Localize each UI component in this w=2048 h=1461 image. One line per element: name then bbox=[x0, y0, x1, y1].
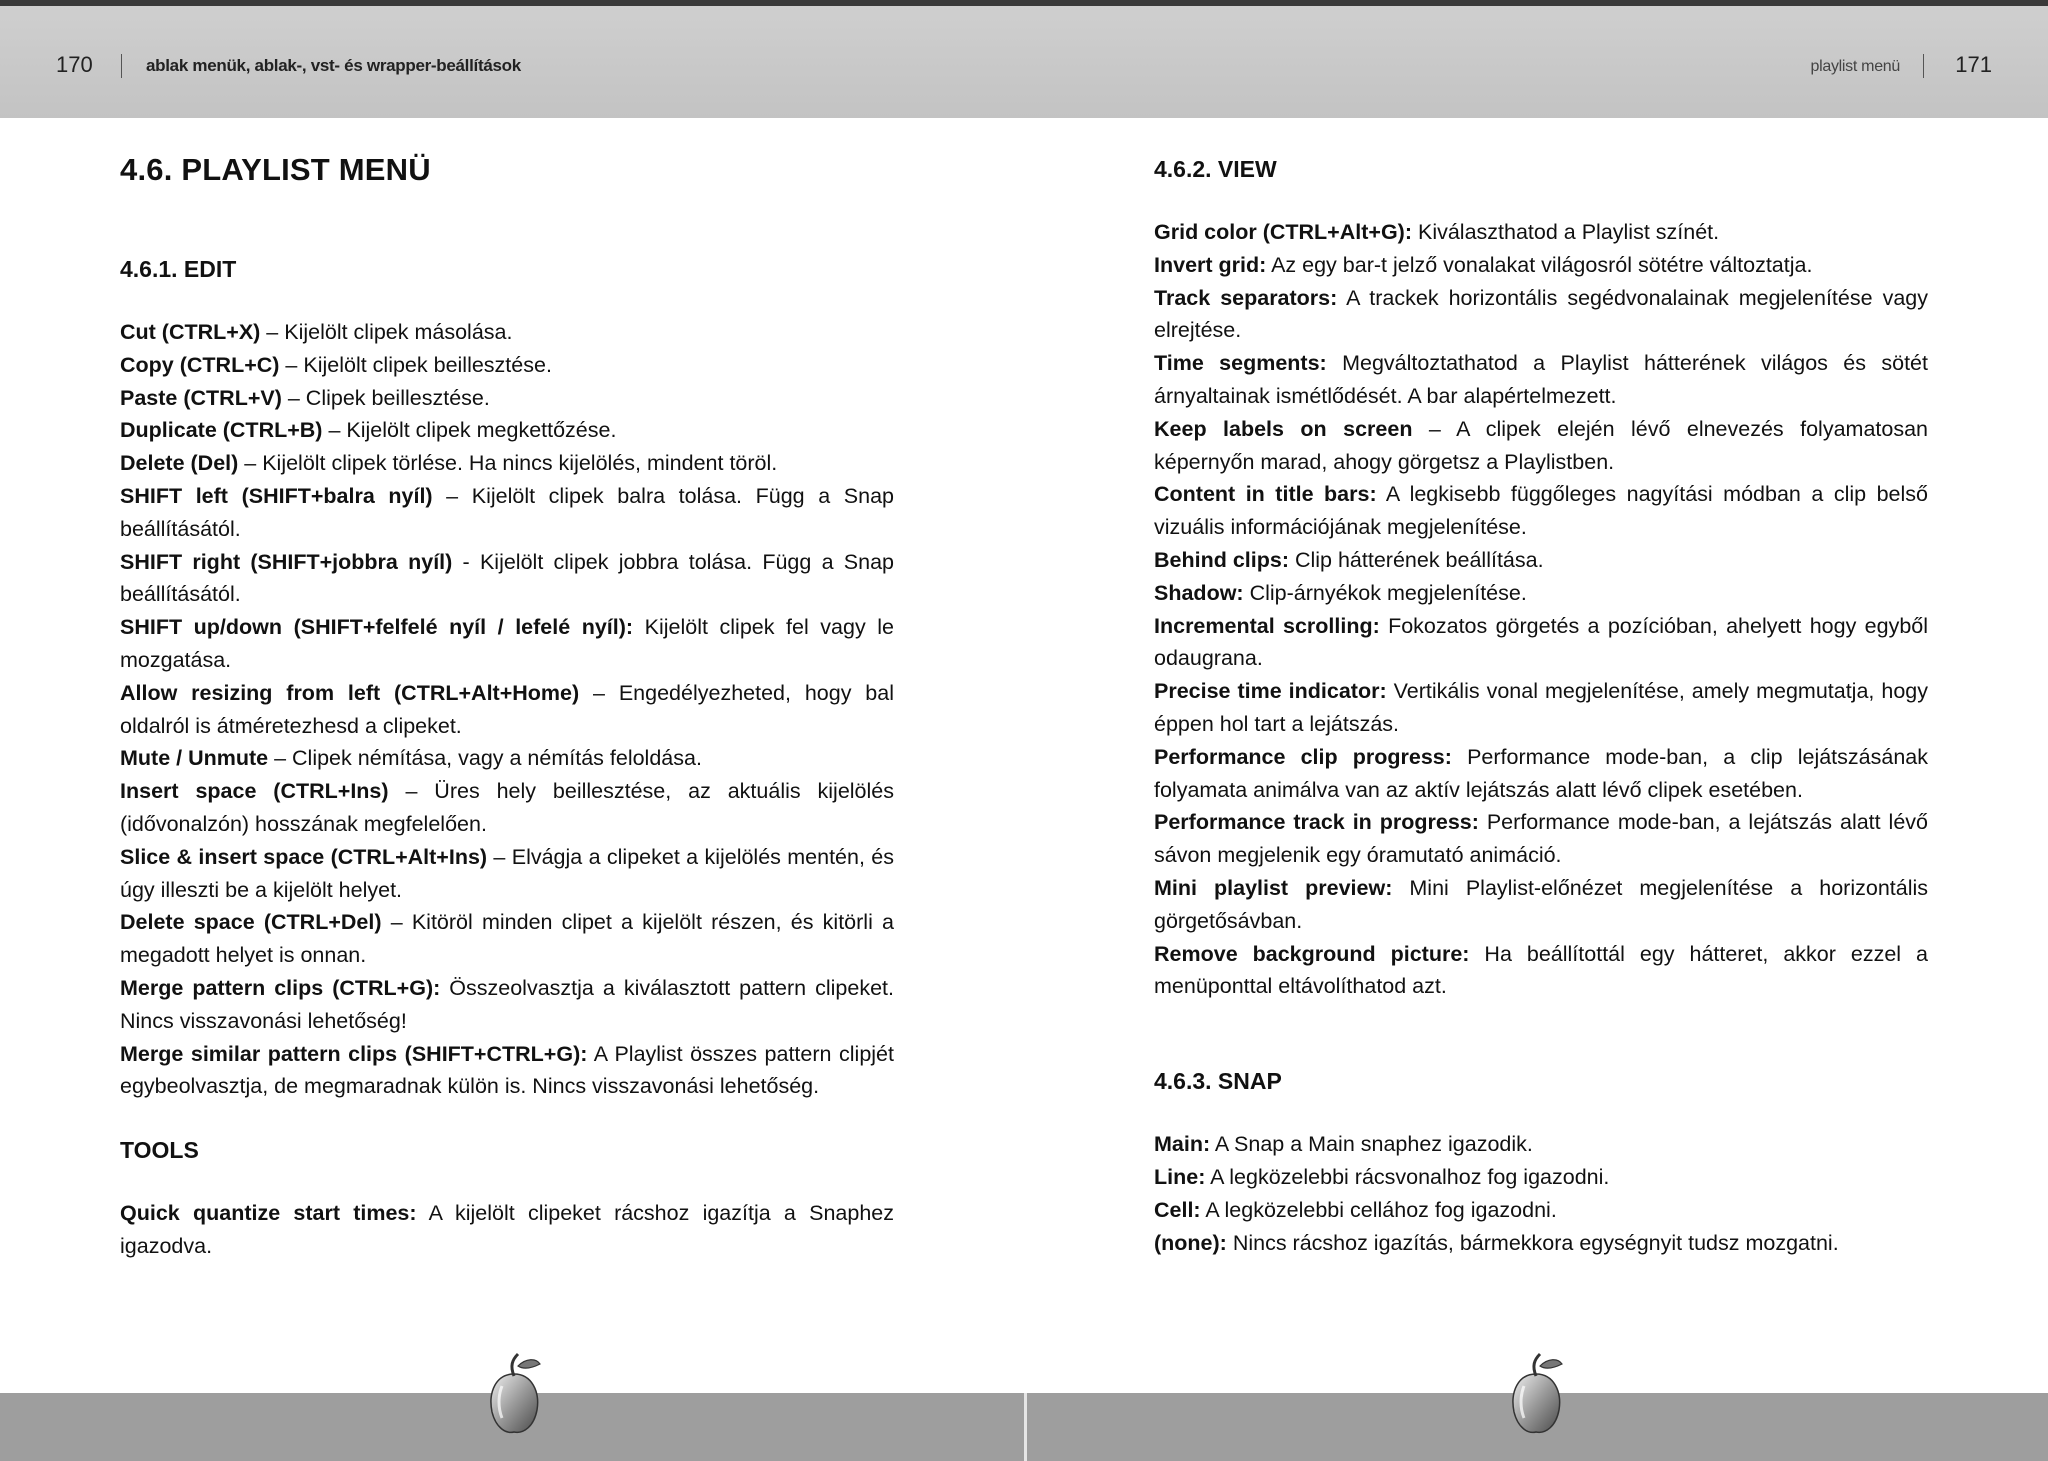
definition-entry bbox=[120, 775, 894, 841]
definition-term: Delete space (CTRL+Del) bbox=[120, 910, 382, 935]
definition-term: Line: bbox=[1154, 1164, 1206, 1189]
definition-term: Slice & insert space (CTRL+Alt+Ins) bbox=[120, 844, 488, 869]
definition-description: A legközelebbi cellához fog igazodni. bbox=[1200, 1197, 1557, 1222]
edit-heading: 4.6.1. EDIT bbox=[120, 256, 237, 282]
definition-term: Duplicate (CTRL+B) bbox=[120, 418, 323, 443]
definition-description: A legközelebbi rácsvonalhoz fog igazodni. bbox=[1205, 1164, 1610, 1189]
definition-description: – Kitöröl minden clipet a kijelölt részen, és kitörli a megadott helyet is onnan. bbox=[120, 910, 894, 968]
definition-entry bbox=[120, 414, 894, 447]
definition-entry bbox=[120, 1197, 894, 1263]
definition-description: A legkisebb függőleges nagyítási módban a clip belső vizuális információjának megjelenítése. bbox=[1154, 482, 1928, 540]
right-header-separator bbox=[1923, 54, 1924, 78]
definition-term: Shadow: bbox=[1154, 580, 1244, 605]
definition-description: A Playlist összes pattern clipjét egybeolvasztja, de megmaradnak külön is. Nincs visszavonási lehetőség. bbox=[120, 1041, 894, 1099]
definition-description: – Clipek némítása, vagy a némítás feloldása. bbox=[268, 746, 702, 771]
definition-entry bbox=[120, 447, 894, 480]
definition-term: Cell: bbox=[1154, 1197, 1201, 1222]
definition-term: Paste (CTRL+V) bbox=[120, 385, 282, 410]
definition-term: Track separators: bbox=[1154, 285, 1338, 310]
definition-entry bbox=[1154, 347, 1928, 413]
right-page-number: 171 bbox=[1955, 52, 1992, 77]
definition-term: Grid color (CTRL+Alt+G): bbox=[1154, 220, 1412, 244]
definition-description: Performance mode-ban, a lejátszás alatt lévő sávon megjelenik egy óramutató animáció. bbox=[1154, 810, 1928, 868]
definition-term: (none): bbox=[1154, 1230, 1227, 1255]
definition-description: Az egy bar-t jelző vonalakat világosról sötétre változtatja. bbox=[1266, 252, 1813, 277]
definition-description: Nincs rácshoz igazítás, bármekkora egységnyit tudsz mozgatni. bbox=[1226, 1230, 1839, 1255]
definition-term: Cut (CTRL+X) bbox=[120, 320, 261, 344]
definition-description: – Kijelölt clipek balra tolása. Függ a Snap beállításától. bbox=[120, 483, 894, 541]
page-footer bbox=[0, 1393, 2048, 1461]
definition-term: Merge pattern clips (CTRL+G): bbox=[120, 975, 441, 1000]
definition-term: Precise time indicator: bbox=[1154, 679, 1387, 704]
definition-description: – A clipek elején lévő elnevezés folyamatosan képernyőn marad, ahogy görgetsz a Playlistben. bbox=[1154, 416, 1928, 474]
definition-entry bbox=[120, 906, 894, 972]
right-running-title: playlist menü bbox=[1810, 58, 1900, 75]
definition-term: Merge similar pattern clips (SHIFT+CTRL+G): bbox=[120, 1041, 588, 1066]
definition-term: Performance clip progress: bbox=[1154, 744, 1452, 769]
definition-term: SHIFT right (SHIFT+jobbra nyíl) bbox=[120, 549, 453, 574]
definition-description: – Clipek beillesztése. bbox=[281, 385, 490, 410]
definition-term: Mini playlist preview: bbox=[1154, 875, 1393, 900]
definition-term: Main: bbox=[1154, 1132, 1211, 1157]
definition-term: Delete (Del) bbox=[120, 451, 239, 476]
definition-entry bbox=[1154, 216, 1928, 249]
view-list bbox=[1154, 216, 1928, 1003]
definition-description: A trackek horizontális segédvonalainak megjelenítése vagy elrejtése. bbox=[1154, 285, 1928, 343]
definition-term: Remove background picture: bbox=[1154, 941, 1470, 966]
definition-description: Performance mode-ban, a clip lejátszásának folyamata animálva van az aktív lejátszás alatt lévő clipek esetében. bbox=[1154, 744, 1928, 802]
definition-entry bbox=[120, 316, 894, 349]
definition-description: – Kijelölt clipek másolása. bbox=[260, 320, 513, 344]
left-running-title: ablak menük, ablak-, vst- és wrapper-beállítások bbox=[146, 56, 521, 75]
left-page-number: 170 bbox=[56, 52, 93, 77]
fruity-logo-icon bbox=[484, 1352, 544, 1436]
definition-term: Allow resizing from left (CTRL+Alt+Home) bbox=[120, 680, 580, 705]
right-page bbox=[1154, 118, 1928, 1259]
tools-list bbox=[120, 1197, 894, 1263]
definition-description: Kiválaszthatod a Playlist színét. bbox=[1412, 220, 1720, 244]
view-heading: 4.6.2. VIEW bbox=[1154, 156, 1277, 182]
definition-term: SHIFT left (SHIFT+balra nyíl) bbox=[120, 483, 433, 508]
definition-entry bbox=[120, 382, 894, 415]
definition-entry bbox=[120, 972, 894, 1038]
definition-entry bbox=[1154, 282, 1928, 348]
definition-entry bbox=[1154, 249, 1928, 282]
definition-term: Incremental scrolling: bbox=[1154, 613, 1380, 638]
definition-term: Performance track in progress: bbox=[1154, 810, 1479, 835]
definition-entry bbox=[120, 480, 894, 546]
definition-description: – Üres hely beillesztése, az aktuális kijelölés (idővonalzón) hosszának megfelelően. bbox=[120, 779, 894, 836]
definition-entry bbox=[1154, 1227, 1928, 1260]
definition-entry bbox=[1154, 478, 1928, 544]
definition-entry bbox=[1154, 544, 1928, 577]
page-divider bbox=[1024, 1393, 1027, 1461]
definition-term: Keep labels on screen bbox=[1154, 416, 1413, 441]
page-header bbox=[0, 6, 2048, 118]
definition-description: Fokozatos görgetés a pozícióban, ahelyett hogy egyből odaugrana. bbox=[1154, 613, 1929, 671]
definition-term: Insert space (CTRL+Ins) bbox=[120, 779, 389, 804]
definition-description: – Kijelölt clipek megkettőzése. bbox=[322, 418, 617, 443]
definition-entry bbox=[1154, 806, 1928, 872]
definition-entry bbox=[1154, 1128, 1928, 1161]
definition-term: Copy (CTRL+C) bbox=[120, 352, 280, 377]
definition-entry bbox=[1154, 1194, 1928, 1227]
definition-description: - Kijelölt clipek jobbra tolása. Függ a Snap beállításától. bbox=[120, 549, 894, 607]
definition-entry bbox=[1154, 675, 1928, 741]
definition-entry bbox=[120, 546, 894, 612]
snap-heading: 4.6.3. SNAP bbox=[1154, 1068, 1282, 1095]
left-page bbox=[120, 118, 894, 1263]
snap-list bbox=[1154, 1128, 1928, 1259]
definition-term: Time segments: bbox=[1154, 351, 1327, 376]
definition-entry bbox=[1154, 1161, 1928, 1194]
definition-description: Mini Playlist-előnézet megjelenítése a horizontális görgetősávban. bbox=[1154, 875, 1929, 933]
definition-entry bbox=[1154, 872, 1928, 938]
definition-description: Vertikális vonal megjelenítése, amely megmutatja, hogy éppen hol tart a lejátszás. bbox=[1154, 679, 1928, 736]
fruity-logo-icon bbox=[1506, 1352, 1566, 1436]
definition-term: Behind clips: bbox=[1154, 547, 1289, 572]
definition-description: Megváltoztathatod a Playlist hátterének világos és sötét árnyaltainak ismétlődését. A bar alapértelmezett. bbox=[1154, 351, 1928, 408]
definition-entry bbox=[120, 611, 894, 677]
definition-description: – Elvágja a clipeket a kijelölés mentén, és úgy illeszti be a kijelölt helyet. bbox=[120, 844, 894, 902]
tools-heading: TOOLS bbox=[120, 1137, 199, 1164]
definition-entry bbox=[120, 1038, 894, 1104]
definition-entry bbox=[1154, 610, 1928, 676]
definition-description: – Engedélyezheted, hogy bal oldalról is átméretezhesd a clipeket. bbox=[120, 680, 894, 738]
edit-list bbox=[120, 316, 894, 1103]
definition-entry bbox=[120, 349, 894, 382]
section-title: 4.6. PLAYLIST MENÜ bbox=[120, 152, 431, 187]
definition-entry bbox=[1154, 938, 1928, 1004]
left-header-separator bbox=[121, 54, 122, 78]
definition-term: SHIFT up/down (SHIFT+felfelé nyíl / lefelé nyíl): bbox=[120, 615, 634, 640]
definition-term: Quick quantize start times: bbox=[120, 1201, 417, 1226]
definition-description: Kijelölt clipek fel vagy le mozgatása. bbox=[120, 615, 894, 672]
definition-entry bbox=[1154, 741, 1928, 807]
definition-description: – Kijelölt clipek beillesztése. bbox=[279, 352, 552, 377]
definition-term: Invert grid: bbox=[1154, 252, 1267, 277]
definition-description: Clip hátterének beállítása. bbox=[1288, 547, 1544, 572]
definition-description: – Kijelölt clipek törlése. Ha nincs kijelölés, mindent töröl. bbox=[238, 451, 778, 476]
definition-description: A kijelölt clipeket rácshoz igazítja a Snaphez igazodva. bbox=[120, 1201, 894, 1258]
definition-entry bbox=[120, 677, 894, 743]
definition-entry bbox=[1154, 413, 1928, 479]
definition-term: Content in title bars: bbox=[1154, 482, 1377, 507]
definition-entry bbox=[120, 742, 894, 775]
definition-entry bbox=[1154, 577, 1928, 610]
definition-description: Clip-árnyékok megjelenítése. bbox=[1243, 580, 1527, 605]
definition-term: Mute / Unmute bbox=[120, 746, 269, 771]
definition-description: Összeolvasztja a kiválasztott pattern clipeket. Nincs visszavonási lehetőség! bbox=[120, 975, 894, 1033]
definition-description: A Snap a Main snaphez igazodik. bbox=[1210, 1132, 1533, 1157]
definition-entry bbox=[120, 841, 894, 907]
definition-description: Ha beállítottál egy hátteret, akkor ezzel a menüponttal eltávolíthatod azt. bbox=[1154, 941, 1928, 999]
